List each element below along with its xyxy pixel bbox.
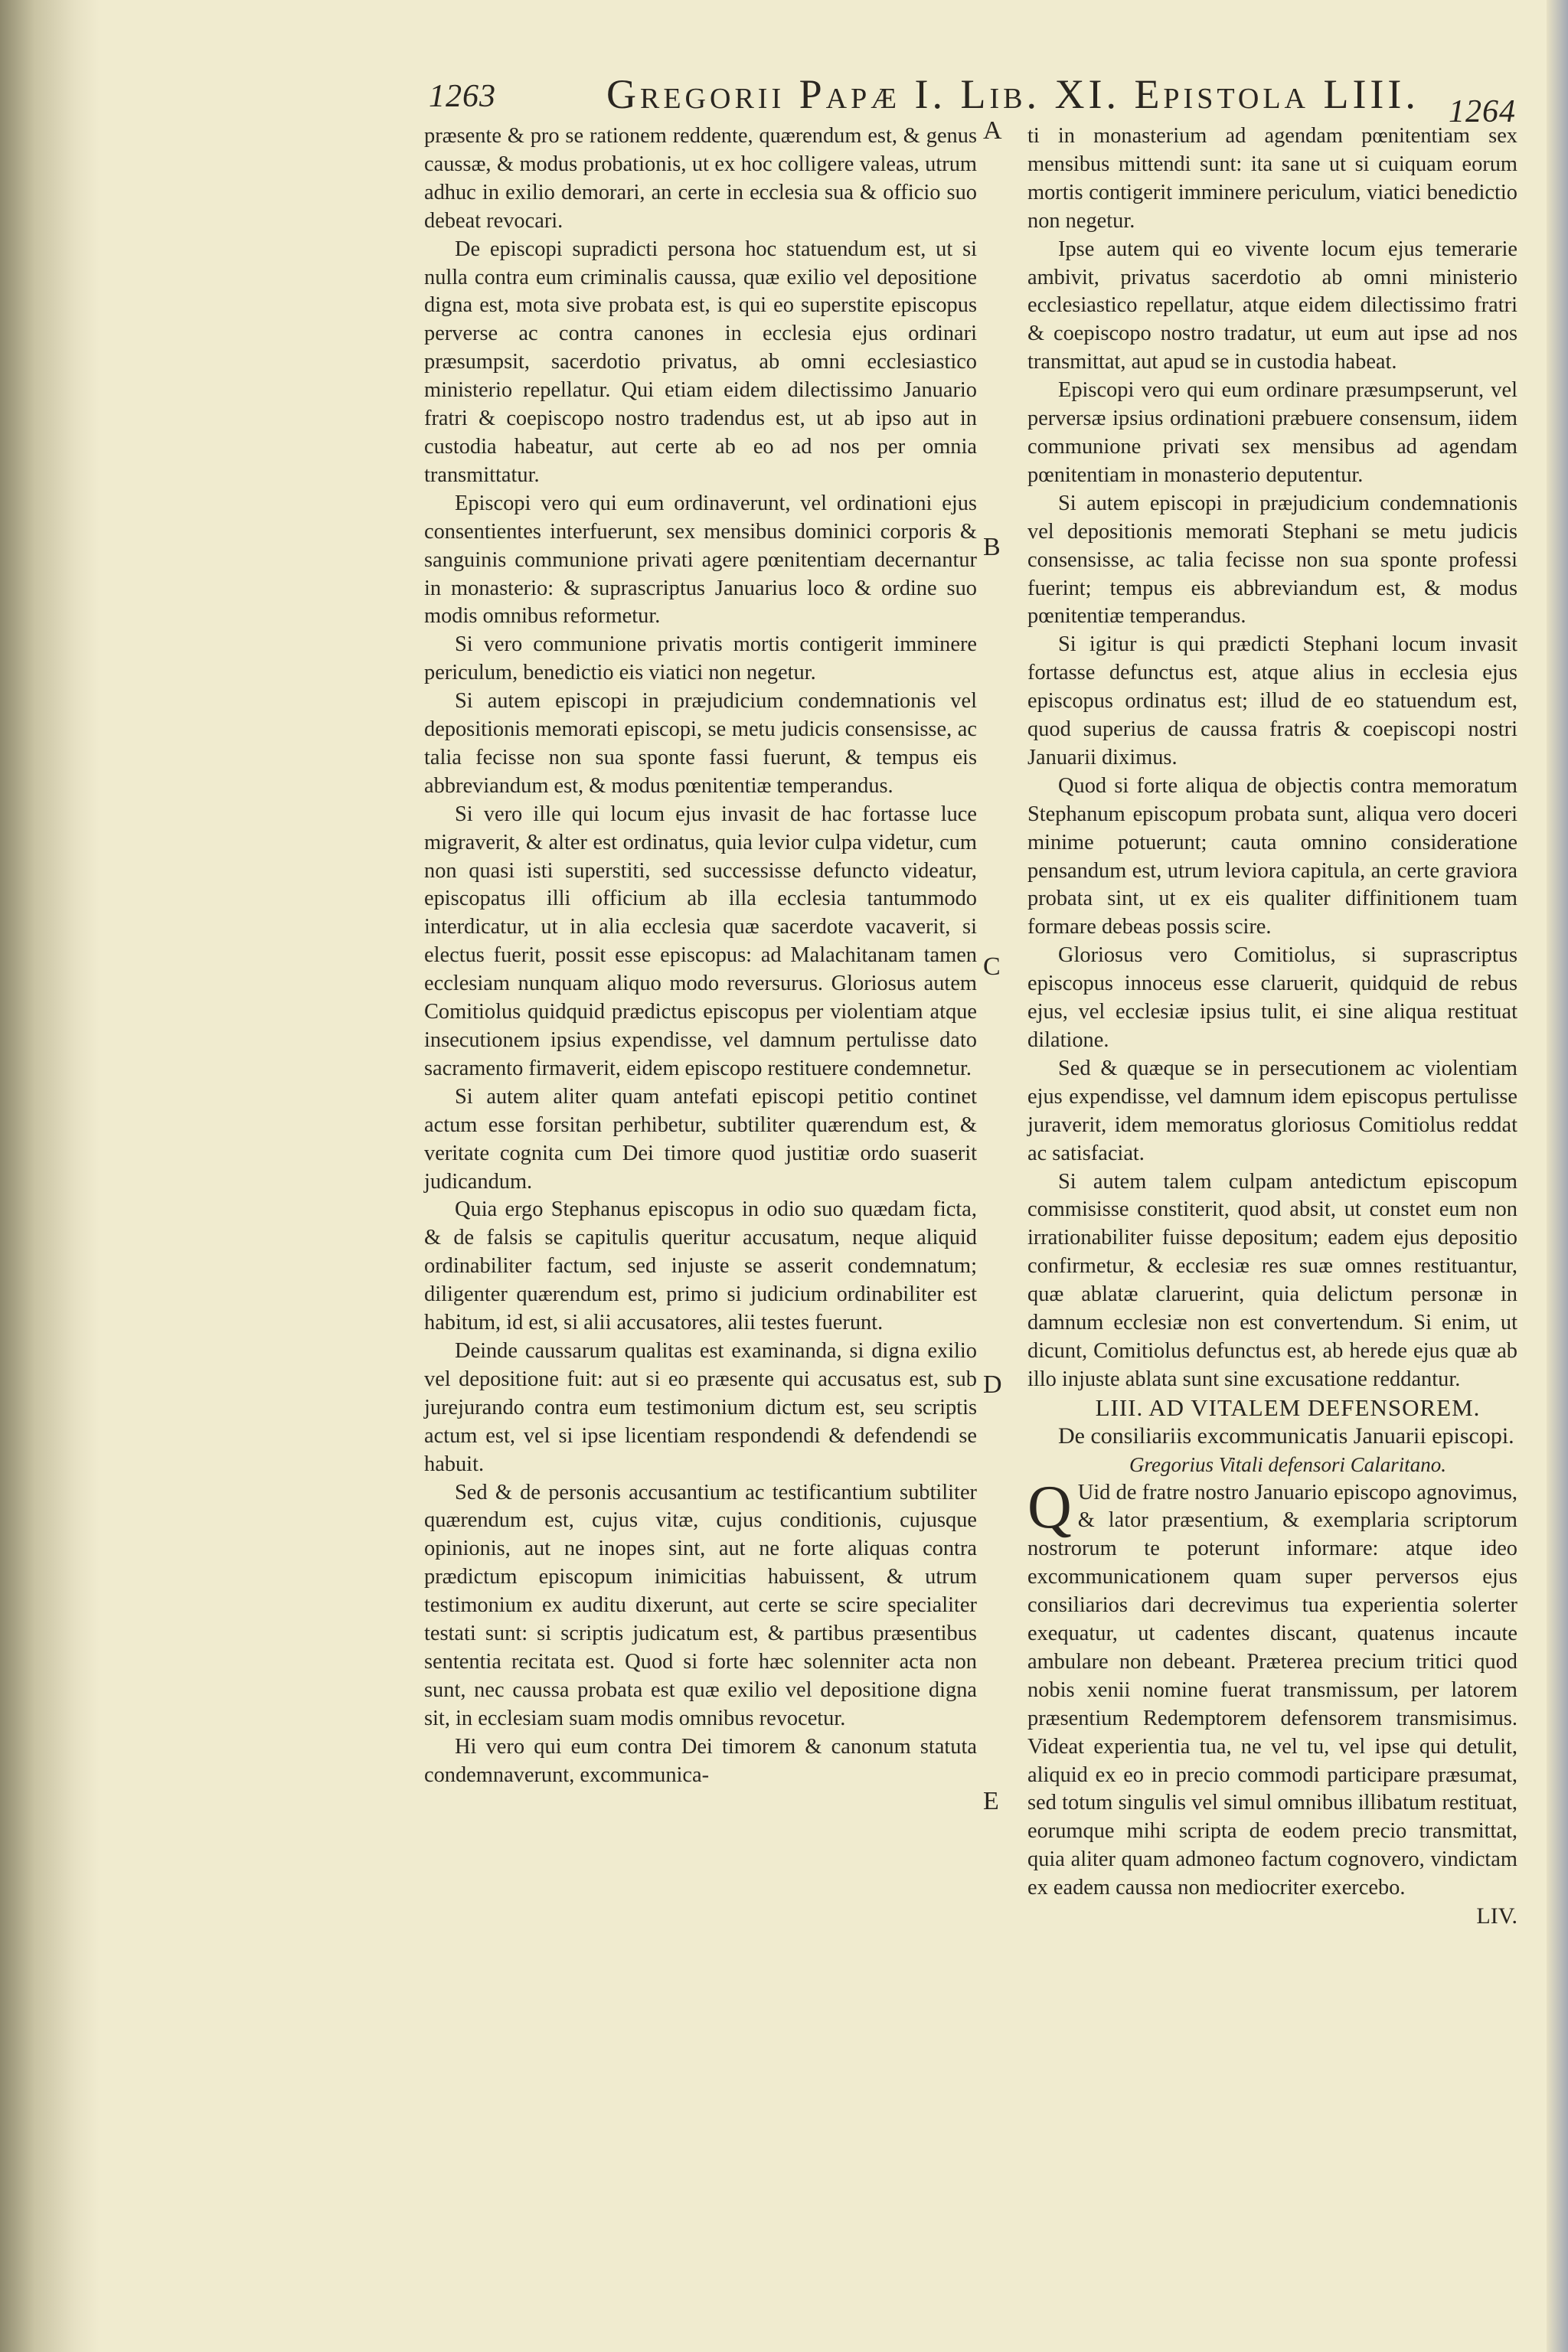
paragraph: Si vero communione privatis mortis contigerit imminere periculum, benedictio eis viatici non negetur. — [424, 632, 977, 685]
paragraph: Si igitur is qui prædicti Stephani locum invasit fortasse defunctus est, atque alius in ecclesia ejus episcopus ordinatus est; illud de eo statuendum est, quod superius de caussa fratris & coepiscopi nostri Januarii diximus. — [1027, 632, 1517, 769]
paragraph: Si vero ille qui locum ejus invasit de hac fortasse luce migraverit, & alter est ordinatus, quia levior culpa videtur, cum non quasi isti superstiti, sed successisse defuncto videatur, episcopatus illi officium ab illa ecclesia tantummodo interdicatur, ut in alia ecclesia quæ sacerdote vacaverit, si electus fuerit, possit esse episcopus: ad Malachitanam tamen ecclesiam nunquam aliquo modo reversurus. Gloriosus autem Comitiolus quidquid prædictus episcopus per violentiam atque insecutionem ipsius expendisse, vel damnum pertulisse dato sacramento firmaverit, eidem episcopo restituere condemnetur. — [424, 802, 977, 1080]
paragraph: Episcopi vero qui eum ordinaverunt, vel ordinationi ejus consentientes interfuerunt, sex mensibus dominici corporis & sanguinis communione privati agere pœnitentiam decernantur in monasterio: & suprascriptus Januarius loco & ordine suo modis omnibus reformetur. — [424, 491, 977, 629]
letter-address: Gregorius Vitali defensori Calaritano. — [1129, 1452, 1446, 1476]
paragraph: Si autem talem culpam antedictum episcopum commisisse constiterit, quod absit, ut constet eum non irrationabiliter fuisse depositum; eadem ejus depositio confirmetur, & ecclesiæ res suæ omnes restituantur, quæ ablatæ claruerint, quia delictum personæ in damnum ecclesiæ non est convertendum. Si enim, ut dicunt, Comitiolus defunctus est, ab herede ejus quæ ab illo injuste ablata sunt sine excusatione reddantur. — [1027, 1169, 1517, 1391]
drop-cap: Q — [1027, 1473, 1072, 1541]
paragraph: Hi vero qui eum contra Dei timorem & canonum statuta condemnaverunt, excommunica- — [424, 1734, 977, 1787]
page-edge — [1547, 0, 1568, 2352]
margin-letter-d: D — [983, 1370, 1002, 1399]
margin-letter-a: A — [983, 116, 1002, 145]
paragraph: Sed & de personis accusantium ac testificantium subtiliter quærendum est, cujus vitæ, cujus conditionis, cujusque opinionis, aut ne inopes sint, aut ne forte aliquas contra prædictum episcopum inimicitias habuissent, & utrum testimonium ex auditu dixerunt, aut certe se scire specialiter testati sunt: si scriptis judicatum est, & partibus præsentibus sententia recitata est. Quod si forte hæc solenniter acta non sunt, nec caussa probata est quæ exilio vel depositione digna sit, in ecclesiam suam modis omnibus revocetur. — [424, 1480, 977, 1730]
paragraph: præsente & pro se rationem reddente, quærendum est, & genus caussæ, & modus probationis, ut ex hoc colligere valeas, utrum adhuc in exilio demorari, an certe in ecclesia sua & officio suo debeat revocari. — [424, 124, 977, 233]
paragraph: Si autem episcopi in præjudicium condemnationis vel depositionis memorati Stephani se metu judicis consensisse, ac talia fecisse non sua sponte professi fuerint; tempus eis abbreviandum est, & modus pœnitentiæ temperandus. — [1027, 491, 1517, 629]
paragraph: Ipse autem qui eo vivente locum ejus temerarie ambivit, privatus sacerdotio ab omni ministerio ecclesiastico repellatur, atque eidem dilectissimo fratri & coepiscopo nostro tradatur, ut eum aut ipse ad nos transmittat, aut apud se in custodia habeat. — [1027, 237, 1517, 374]
margin-letter-b: B — [983, 533, 1001, 561]
paragraph: Si autem episcopi in præjudicium condemnationis vel depositionis memorati episcopi, se metu judicis consensisse, ac talia fecisse non sua sponte fassi fuerunt, & tempus eis abbreviandum est, & modus pœnitentiæ temperandus. — [424, 689, 977, 798]
letter-body — [1027, 1473, 1517, 1903]
running-title: Gregorii Papæ I. Lib. XI. Epistola LIII. — [606, 71, 1419, 117]
catchword: LIV. — [1476, 1903, 1517, 1929]
margin-letter-e: E — [983, 1787, 999, 1815]
paragraph: Sed & quæque se in persecutionem ac violentiam ejus expendisse, vel damnum idem episcopus pertulisse juraverit, idem memoratus gloriosus Comitiolus reddat ac satisfaciat. — [1027, 1056, 1517, 1165]
paragraph: Quia ergo Stephanus episcopus in odio suo quædam ficta, & de falsis se capitulis queritur accusatum, neque aliquid ordinabiliter factum, sed injuste se asserit condemnatum; diligenter quærendum est, primo si judicium ordinabiliter est habitum, id est, si alii accusatores, alii testes fuerunt. — [424, 1197, 977, 1335]
letter-heading: LIII. AD VITALEM DEFENSOREM. — [1095, 1393, 1481, 1421]
letter-body-text: Uid de fratre nostro Januario episcopo agnovimus, & lator præsentium, & exemplaria scriptorum nostrorum te poterunt informare: atque ideo excommunicationem quam super perversos ejus consiliarios dari decrevimus tua experientia solerter exequatur, ut cadentes discant, quatenus incaute ambulare non debeant. Præterea precium tritici quod nobis xenii nomine fuerat transmissum, per latorem præsentium Redemptorem defensorem transmisimus. Videat experientia tua, ne vel tu, vel ipse qui detulit, aliquid ex eo in precio commodi participare præsumat, sed totum singulis vel simul omnibus illibatum restituat, eorumque mihi scripta de eodem precio transmittat, quia aliter quam admoneo factum cognovero, vindictam ex eadem caussa non mediocriter exercebo. — [1027, 1480, 1517, 1900]
right-column — [1027, 122, 1517, 1931]
left-column — [424, 122, 977, 1789]
paragraph: Quod si forte aliqua de objectis contra memoratum Stephanum episcopum probata sunt, aliqua vero doceri minime potuerunt; cauta omnino consideratione pensandum est, utrum leviora capitula, an certe graviora probata sint, ut ex eis qualiter diffinitionem tuam formare debeas possis scire. — [1027, 773, 1517, 939]
paragraph: ti in monasterium ad agendam pœnitentiam sex mensibus mittendi sunt: ita sane ut si cuiquam eorum mortis contigerit imminere periculum, viatici benedictio non negetur. — [1027, 124, 1517, 233]
page-number-left: 1263 — [429, 79, 496, 114]
paragraph: Deinde caussarum qualitas est examinanda, si digna exilio vel depositione fuit: aut si eo præsente qui accusatus est, sub jurejurando contra eum testimonium dictum est, seu scriptis actum est, vel si ipse licentiam respondendi & defendendi se habuit. — [424, 1338, 977, 1476]
paragraph: Si autem aliter quam antefati episcopi petitio continet actum esse forsitan perhibetur, subtiliter quærendum est, & veritate cognita cum Dei timore quod justitiæ ordo suaserit judicandum. — [424, 1084, 977, 1194]
paragraph: De episcopi supradicti persona hoc statuendum est, ut si nulla contra eum criminalis caussa, quæ exilio vel depositione digna est, mota sive probata est, is qui eo superstite episcopus perverse ac contra canones in ecclesia ejus ordinari præsumpsit, sacerdotio privatus, ab omni ecclesiastico ministerio repellatur. Qui etiam eidem dilectissimo Januario fratri & coepiscopo nostro tradendus est, ut ab ipso aut in custodia habeatur, aut certe ab eo ad nos per omnia transmittatur. — [424, 237, 977, 487]
page-number-right: 1264 — [1449, 94, 1516, 129]
paragraph: Gloriosus vero Comitiolus, si suprascriptus episcopus innoceus esse claruerit, quidquid de rebus ejus, vel ecclesiæ ipsius tulit, ei sine aliqua restituat dilatione. — [1027, 943, 1517, 1052]
book-gutter-shadow — [0, 0, 100, 2352]
letter-subject: De consiliariis excommunicatis Januarii episcopi. — [1058, 1423, 1514, 1449]
paragraph: Episcopi vero qui eum ordinare præsumpserunt, vel perversæ ipsius ordinationi præbuere consensum, iidem communione privati sex mensibus ad agendam pœnitentiam in monasterio deputentur. — [1027, 378, 1517, 487]
margin-letter-c: C — [983, 952, 1001, 981]
